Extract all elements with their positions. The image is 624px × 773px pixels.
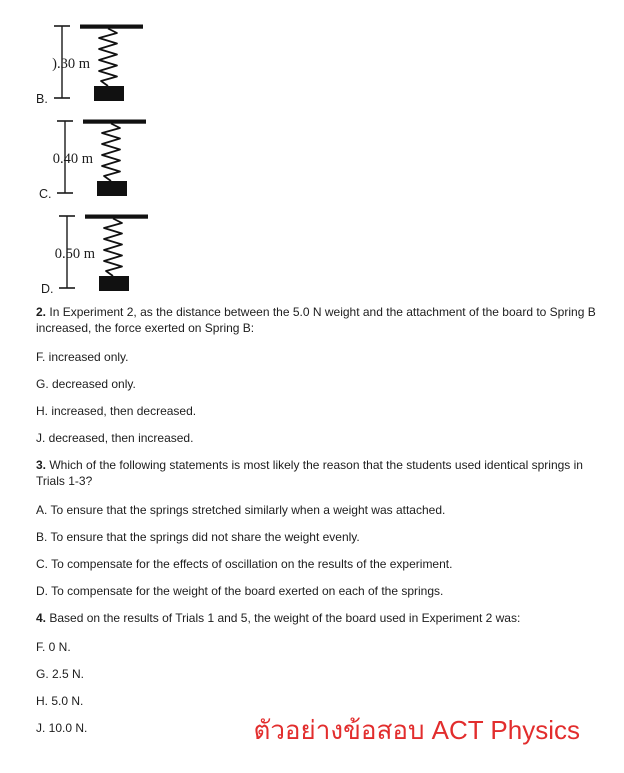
- question-4-choice-h: H. 5.0 N.: [36, 694, 84, 708]
- ceiling-bar: [83, 120, 146, 124]
- spring-figure-icon: [30, 8, 180, 108]
- watermark-text: ตัวอย่างข้อสอบ ACT Physics: [253, 715, 580, 745]
- question-4-choice-g: G. 2.5 N.: [36, 667, 85, 681]
- question-4-line-1: [36, 610, 596, 626]
- question-2-choice-j: J. decreased, then increased.: [36, 431, 194, 445]
- question-3-line-2: Trials 1-3?: [36, 474, 93, 488]
- spring-diagram-c: [33, 103, 183, 203]
- spring-figure-icon: [35, 198, 185, 298]
- measurement-label: 0.40 m: [52, 151, 93, 167]
- question-3-line-1: [36, 457, 596, 473]
- question-3-choice-a: A. To ensure that the springs stretched similarly when a weight was attached.: [36, 503, 446, 517]
- question-4-choice-f: F. 0 N.: [36, 640, 71, 654]
- choice-letter-label: D.: [41, 282, 54, 296]
- question-number: 4.: [36, 611, 47, 625]
- question-2: [36, 304, 596, 336]
- ceiling-bar: [85, 215, 148, 219]
- spring-coil-icon: [104, 219, 122, 277]
- question-3-choice-b: B. To ensure that the springs did not share the weight evenly.: [36, 530, 360, 544]
- spring-diagram-b: [30, 8, 180, 108]
- question-number: 2.: [36, 305, 47, 319]
- spring-figure-icon: [33, 103, 183, 203]
- question-3: [36, 457, 596, 489]
- question-4-choice-j: J. 10.0 N.: [36, 721, 88, 735]
- question-2-choice-f: F. increased only.: [36, 350, 129, 364]
- weight-block: [94, 86, 124, 101]
- choice-letter-label: C.: [39, 187, 52, 201]
- question-number: 3.: [36, 458, 47, 472]
- spring-coil-icon: [102, 124, 120, 182]
- measurement-label: 0.50 m: [54, 246, 95, 262]
- questions-block: [36, 304, 596, 747]
- question-text: Which of the following statements is most likely the reason that the students used identical springs in: [49, 458, 583, 472]
- question-2-choice-h: H. increased, then decreased.: [36, 404, 197, 418]
- question-2-line-2: increased, the force exerted on Spring B:: [36, 321, 255, 335]
- spring-coil-icon: [99, 29, 117, 87]
- weight-block: [97, 181, 127, 196]
- spring-diagram-d: [35, 198, 185, 298]
- measurement-label: ).30 m: [52, 56, 90, 72]
- question-2-choice-g: G. decreased only.: [36, 377, 136, 391]
- question-3-choice-d: D. To compensate for the weight of the board exerted on each of the springs.: [36, 584, 444, 598]
- choice-letter-label: B.: [36, 92, 48, 106]
- ceiling-bar: [80, 25, 143, 29]
- weight-block: [99, 276, 129, 291]
- question-4: [36, 610, 596, 626]
- question-2-line-1: [36, 304, 596, 320]
- question-3-choice-c: C. To compensate for the effects of oscillation on the results of the experiment.: [36, 557, 453, 571]
- question-text: Based on the results of Trials 1 and 5, the weight of the board used in Experiment 2 was:: [49, 611, 521, 625]
- question-text: In Experiment 2, as the distance between the 5.0 N weight and the attachment of the board to Spring B: [49, 305, 596, 319]
